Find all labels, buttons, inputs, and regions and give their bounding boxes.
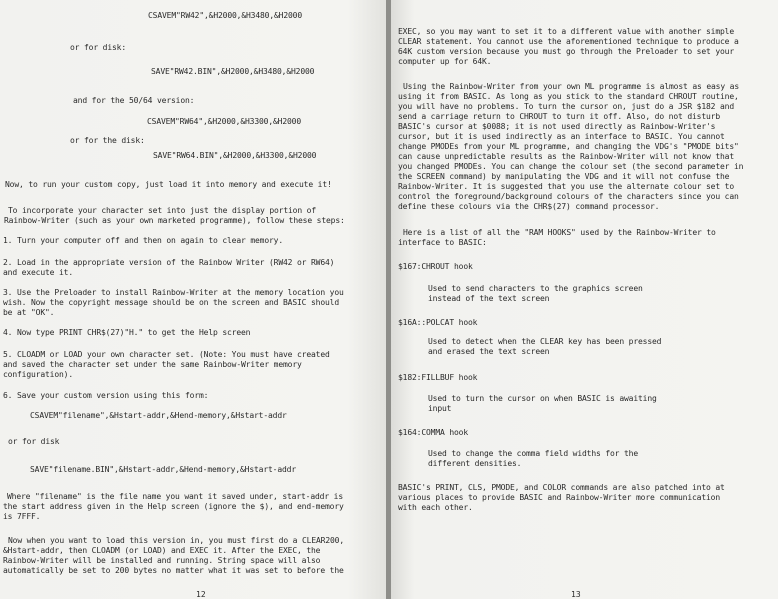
page-number: 13 <box>571 590 581 599</box>
text-line: can cause unpredictable results as the Rainbow-Writer will not know that <box>398 152 734 161</box>
text-line: EXEC, so you may want to set it to a different value with another simple <box>398 27 734 36</box>
text-line: $182:FILLBUF hook <box>398 373 478 382</box>
text-line: different densities. <box>428 459 522 468</box>
text-line: interface to BASIC: <box>398 238 487 247</box>
text-line: is 7FFF. <box>3 512 41 521</box>
text-line: send a carriage return to CHROUT to turn it off. Also, do not disturb <box>398 112 720 121</box>
text-line: or for disk: <box>70 43 126 52</box>
text-line: configuration). <box>3 370 73 379</box>
text-line: $16A::POLCAT hook <box>398 318 478 327</box>
text-line: 64K custom version because you must go through the Preloader to set your <box>398 47 734 56</box>
text-line: $164:COMMA hook <box>398 428 468 437</box>
text-line: control the foreground/background colours of the characters since you can <box>398 192 739 201</box>
text-line: 5. CLOADM or LOAD your own character set. (Note: You must have created <box>3 350 330 359</box>
text-line: Used to send characters to the graphics screen <box>428 284 643 293</box>
right-page <box>391 0 778 599</box>
text-line: 3. Use the Preloader to install Rainbow-Writer at the memory location you <box>3 288 344 297</box>
text-line: define these colours via the CHR$(27) command processor. <box>398 202 660 211</box>
text-line: Now when you want to load this version in, you must first do a CLEAR200, <box>8 536 344 545</box>
text-line: using it from BASIC. As long as you stick to the standard CHROUT routine, <box>398 92 739 101</box>
text-line: and saved the character set under the same Rainbow-Writer memory <box>3 360 302 369</box>
text-line: or for the disk: <box>70 136 145 145</box>
text-line: 6. Save your custom version using this form: <box>3 391 209 400</box>
text-line: you will have no problems. To turn the cursor on, just do a JSR $182 and <box>398 102 734 111</box>
text-line: Used to detect when the CLEAR key has been pressed <box>428 337 662 346</box>
text-line: 4. Now type PRINT CHR$(27)"H." to get the Help screen <box>3 328 251 337</box>
text-line: To incorporate your character set into just the display portion of <box>8 206 316 215</box>
text-line: SAVE"RW42.BIN",&H2000,&H3480,&H2000 <box>151 67 315 76</box>
text-line: CSAVEM"filename",&Hstart-addr,&Hend-memory,&Hstart-addr <box>30 411 287 420</box>
text-line: BASIC's cursor at $0088; it is not used directly as Rainbow-Writer's <box>398 122 716 131</box>
text-line: 1. Turn your computer off and then on again to clear memory. <box>3 236 283 245</box>
text-line: Used to turn the cursor on when BASIC is awaiting <box>428 394 657 403</box>
text-line: Here is a list of all the "RAM HOOKS" used by the Rainbow-Writer to <box>403 228 716 237</box>
text-line: cursor, but it is used indirectly as an interface to BASIC. You cannot <box>398 132 725 141</box>
text-line: Used to change the comma field widths for the <box>428 449 638 458</box>
text-line: you changed PMODEs. You can change the colour set (the second parameter in <box>398 162 744 171</box>
text-line: automatically be set to 200 bytes no matter what it was set to before the <box>3 566 344 575</box>
text-line: input <box>428 404 452 413</box>
text-line: Rainbow-Writer. It is suggested that you use the alternate colour set to <box>398 182 734 191</box>
text-line: the SCREEN command) by manipulating the VDG and it will not confuse the <box>398 172 730 181</box>
text-line: $167:CHROUT hook <box>398 262 473 271</box>
text-line: the start address given in the Help screen (ignore the $), and end-memory <box>3 502 344 511</box>
text-line: or for disk <box>8 437 60 446</box>
text-line: SAVE"filename.BIN",&Hstart-addr,&Hend-memory,&Hstart-addr <box>30 465 296 474</box>
page-number: 12 <box>196 590 206 599</box>
text-line: and execute it. <box>3 268 73 277</box>
text-line: and for the 50/64 version: <box>73 96 195 105</box>
text-line: and erased the text screen <box>428 347 550 356</box>
text-line: change PMODEs from your ML programme, and changing the VDG's "PMODE bits" <box>398 142 739 151</box>
text-line: Where "filename" is the file name you want it saved under, start-addr is <box>7 492 343 501</box>
text-line: CSAVEM"RW42",&H2000,&H3480,&H2000 <box>148 11 302 20</box>
text-line: SAVE"RW64.BIN",&H2000,&H3300,&H2000 <box>153 151 317 160</box>
text-line: with each other. <box>398 503 473 512</box>
text-line: Rainbow-Writer (such as your own marketed programme), follow these steps: <box>4 216 345 225</box>
text-line: &Hstart-addr, then CLOADM (or LOAD) and EXEC it. After the EXEC, the <box>3 546 321 555</box>
left-page <box>0 0 386 599</box>
text-line: CSAVEM"RW64",&H2000,&H3300,&H2000 <box>147 117 301 126</box>
text-line: 2. Load in the appropriate version of the Rainbow Writer (RW42 or RW64) <box>3 258 335 267</box>
text-line: various places to provide BASIC and Rainbow-Writer more communication <box>398 493 720 502</box>
text-line: be at "OK". <box>3 308 55 317</box>
text-line: Now, to run your custom copy, just load it into memory and execute it! <box>5 180 332 189</box>
text-line: Using the Rainbow-Writer from your own ML programme is almost as easy as <box>403 82 739 91</box>
text-line: BASIC's PRINT, CLS, PMODE, and COLOR commands are also patched into at <box>398 483 725 492</box>
text-line: CLEAR statement. You cannot use the aforementioned technique to produce a <box>398 37 739 46</box>
text-line: wish. Now the copyright message should be on the screen and BASIC should <box>3 298 339 307</box>
text-line: computer up for 64K. <box>398 57 492 66</box>
text-line: Rainbow-Writer will be installed and running. String space will also <box>3 556 321 565</box>
text-line: instead of the text screen <box>428 294 550 303</box>
